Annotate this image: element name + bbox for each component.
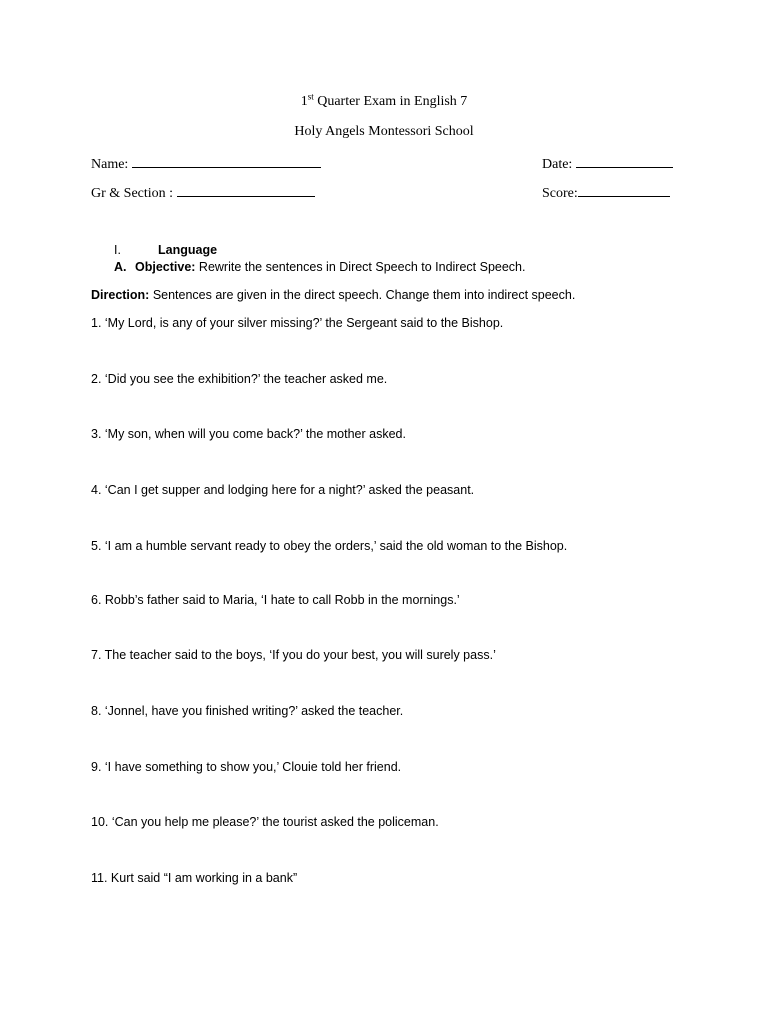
score-label: Score:: [542, 186, 578, 201]
question-item: 2. ‘Did you see the exhibition?’ the teacher asked me.: [91, 372, 388, 386]
question-item: 8. ‘Jonnel, have you finished writing?’ asked the teacher.: [91, 704, 404, 718]
direction-text: Sentences are given in the direct speech. Change them into indirect speech.: [149, 288, 576, 302]
name-label: Name:: [91, 157, 129, 172]
question-item: 7. The teacher said to the boys, ‘If you do your best, you will surely pass.’: [91, 648, 496, 662]
objective-letter: [114, 260, 127, 274]
section-title: Language: [158, 243, 218, 257]
objective-line: [135, 260, 525, 274]
section-label: Gr & Section :: [91, 186, 174, 201]
name-blank[interactable]: [132, 154, 321, 168]
objective-text: Rewrite the sentences in Direct Speech to Indirect Speech.: [195, 260, 526, 274]
section-heading: [158, 243, 217, 257]
question-item: 6. Robb’s father said to Maria, ‘I hate to call Robb in the mornings.’: [91, 593, 460, 607]
exam-title: [0, 91, 768, 110]
question-item: 11. Kurt said “I am working in a bank”: [91, 871, 298, 885]
question-item: 4. ‘Can I get supper and lodging here for a night?’ asked the peasant.: [91, 483, 475, 497]
direction-line: [91, 288, 575, 302]
title-superscript: st: [307, 91, 314, 102]
objective-label: Objective:: [135, 260, 196, 274]
direction-label: Direction:: [91, 288, 150, 302]
date-label: Date:: [542, 157, 573, 172]
school-name: Holy Angels Montessori School: [294, 124, 474, 139]
question-item: 3. ‘My son, when will you come back?’ the mother asked.: [91, 427, 406, 441]
title-number: 1: [300, 94, 308, 109]
date-blank[interactable]: [576, 154, 673, 168]
title-text: Quarter Exam in English 7: [313, 94, 468, 109]
question-item: 9. ‘I have something to show you,’ Clouie told her friend.: [91, 760, 402, 774]
objective-letter-text: A.: [114, 260, 127, 274]
name-field[interactable]: [91, 154, 321, 173]
section-blank[interactable]: [177, 183, 315, 197]
question-item: 5. ‘I am a humble servant ready to obey the orders,’ said the old woman to the Bishop.: [91, 539, 568, 553]
section-numeral: I.: [114, 243, 121, 257]
question-item: 10. ‘Can you help me please?’ the tourist asked the policeman.: [91, 815, 439, 829]
date-field[interactable]: [542, 154, 673, 173]
question-item: 1. ‘My Lord, is any of your silver missing?’ the Sergeant said to the Bishop.: [91, 316, 504, 330]
score-blank[interactable]: [578, 183, 670, 197]
section-field[interactable]: [91, 183, 315, 202]
score-field[interactable]: [542, 183, 670, 202]
